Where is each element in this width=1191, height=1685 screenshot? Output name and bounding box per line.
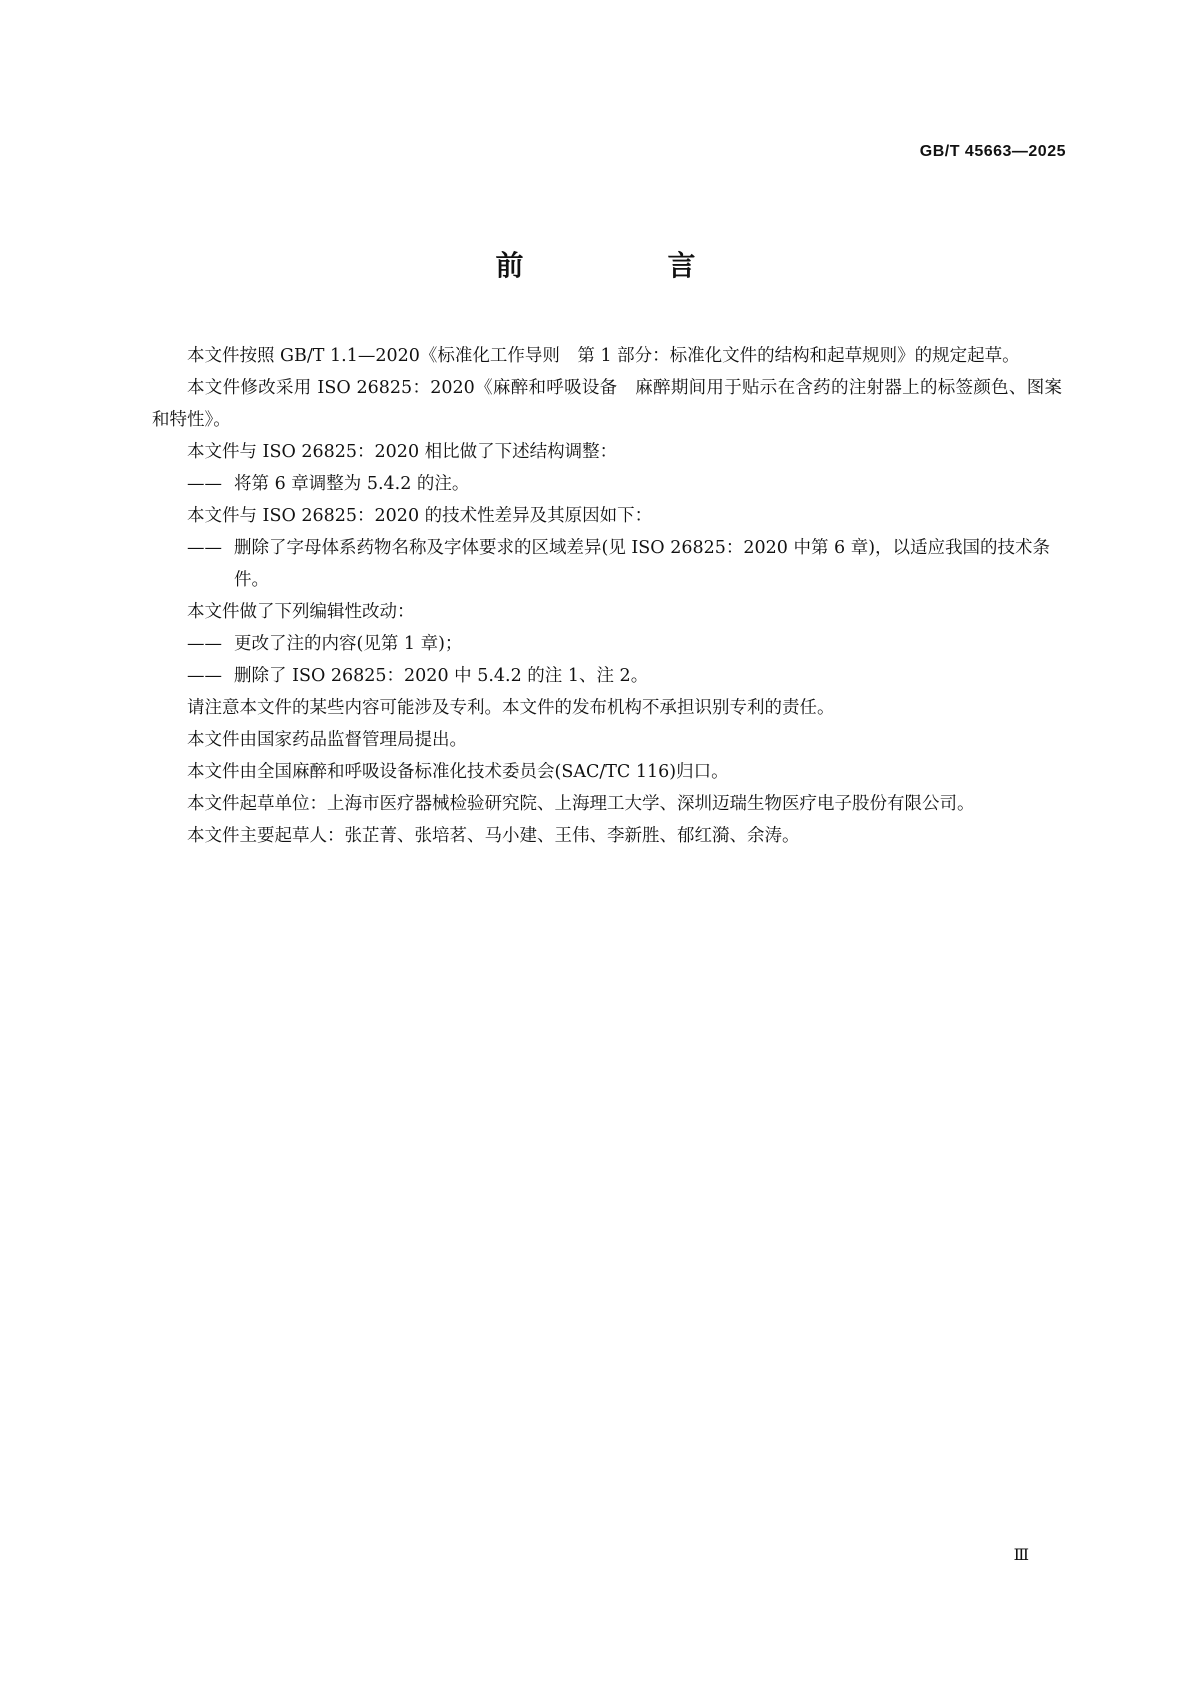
- paragraph: 本文件起草单位：上海市医疗器械检验研究院、上海理工大学、深圳迈瑞生物医疗电子股份有限公司。: [187, 794, 975, 814]
- list-item: [152, 660, 1062, 692]
- paragraph: 请注意本文件的某些内容可能涉及专利。本文件的发布机构不承担识别专利的责任。: [187, 698, 835, 718]
- paragraph: 本文件由国家药品监督管理局提出。: [187, 730, 467, 750]
- list-dash: ——: [187, 666, 222, 686]
- paragraph: 本文件按照 GB/T 1.1—2020《标准化工作导则 第 1 部分：标准化文件的结构和起草规则》的规定起草。: [187, 346, 1020, 366]
- list-item: [152, 532, 1062, 596]
- standard-code: GB/T 45663—2025: [919, 143, 1066, 160]
- page-number: Ⅲ: [1013, 1545, 1029, 1564]
- paragraph: 本文件与 ISO 26825：2020 的技术性差异及其原因如下：: [187, 506, 653, 526]
- list-dash: ——: [187, 538, 222, 558]
- list-item-text: 将第 6 章调整为 5.4.2 的注。: [234, 474, 470, 494]
- list-item: [152, 628, 1062, 660]
- list-item-text: 删除了 ISO 26825：2020 中 5.4.2 的注 1、注 2。: [234, 666, 649, 686]
- list-item-text: 更改了注的内容(见第 1 章)；: [234, 634, 463, 654]
- paragraph: 本文件与 ISO 26825：2020 相比做了下述结构调整：: [187, 442, 618, 462]
- paragraph: 本文件主要起草人：张芷菁、张培茗、马小建、王伟、李新胜、郁红漪、余涛。: [187, 826, 800, 846]
- paragraph: 本文件修改采用 ISO 26825：2020《麻醉和呼吸设备 麻醉期间用于贴示在含药的注射器上的标签颜色、图案和特性》。: [152, 378, 1062, 430]
- foreword-body: [152, 340, 1062, 852]
- list-item-text: 删除了字母体系药物名称及字体要求的区域差异(见 ISO 26825：2020 中第 6 章)，以适应我国的技术条件。: [234, 538, 1051, 590]
- list-dash: ——: [187, 474, 222, 494]
- paragraph: 本文件做了下列编辑性改动：: [187, 602, 415, 622]
- list-item: [152, 468, 1062, 500]
- paragraph: 本文件由全国麻醉和呼吸设备标准化技术委员会(SAC/TC 116)归口。: [187, 762, 729, 782]
- list-dash: ——: [187, 634, 222, 654]
- page-title: 前 言: [495, 249, 754, 282]
